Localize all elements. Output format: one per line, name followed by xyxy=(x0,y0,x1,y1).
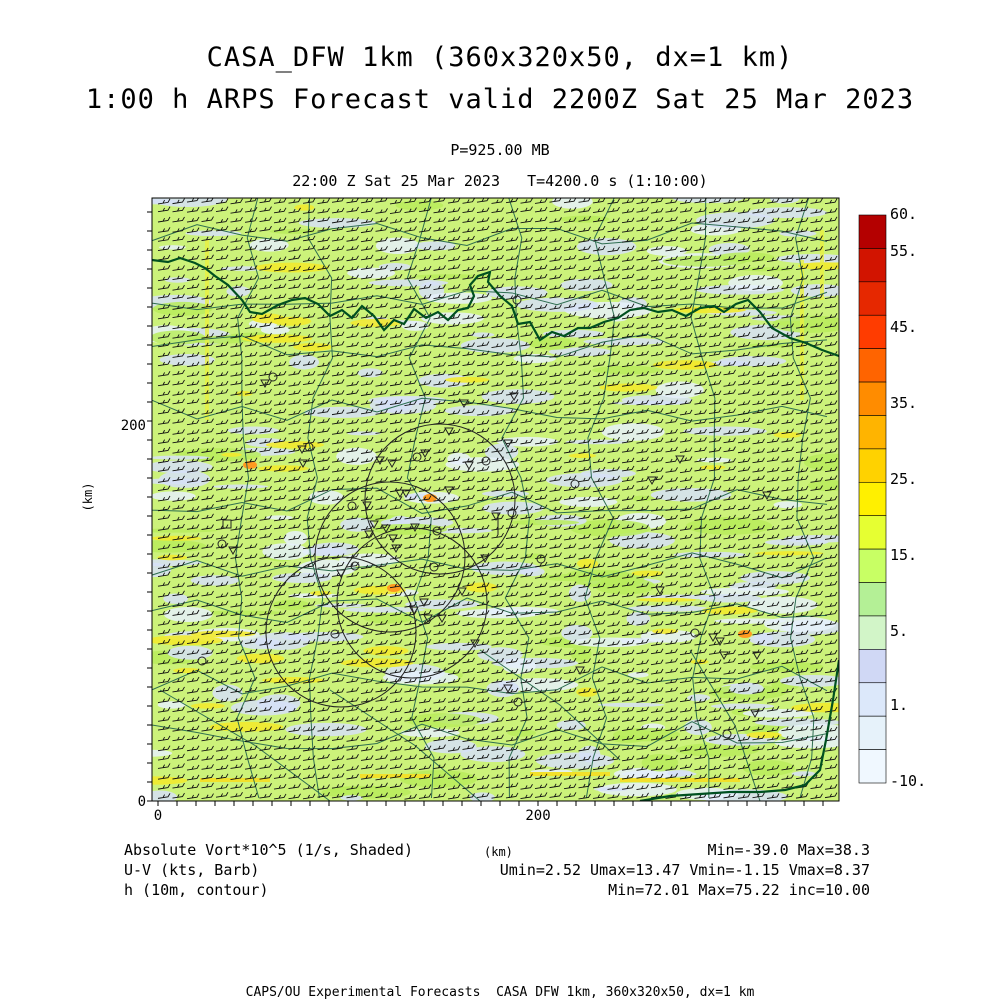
y-tick-0: 0 xyxy=(137,794,146,810)
colorbar-swatch xyxy=(859,716,886,749)
pressure-level: P=925.00 MB xyxy=(450,141,550,159)
colorbar-swatch xyxy=(859,482,886,515)
colorbar-swatch xyxy=(859,750,886,783)
legend-km: (km) xyxy=(484,845,513,859)
vorticity-patch xyxy=(213,484,269,488)
vorticity-patch xyxy=(592,366,662,375)
colorbar-label: 60. xyxy=(890,205,918,223)
colorbar-swatch xyxy=(859,382,886,415)
colorbar-swatch xyxy=(859,583,886,616)
colorbar-label: 35. xyxy=(890,394,918,412)
colorbar-label: 45. xyxy=(890,318,918,336)
colorbar-swatch xyxy=(859,415,886,448)
vorticity-high-patch xyxy=(530,772,610,776)
colorbar-swatch xyxy=(859,683,886,716)
colorbar-label: -10. xyxy=(890,772,927,790)
colorbar-label: 25. xyxy=(890,470,918,488)
vorticity-patch xyxy=(289,355,319,370)
vorticity-patch xyxy=(510,520,579,525)
vorticity-patch xyxy=(687,694,710,701)
vorticity-patch xyxy=(667,770,692,777)
colorbar-label: 55. xyxy=(890,242,918,260)
legend-vort-range: Min=-39.0 Max=38.3 xyxy=(707,841,870,859)
vorticity-patch xyxy=(143,790,177,803)
vorticity-patch xyxy=(602,423,665,441)
vorticity-patch xyxy=(254,632,310,650)
vorticity-high-patch xyxy=(221,453,242,457)
legend-height: h (10m, contour) xyxy=(124,881,269,899)
colorbar-swatch xyxy=(859,449,886,482)
vorticity-high-patch xyxy=(150,536,202,541)
vorticity-patch xyxy=(159,470,210,488)
vorticity-high-patch xyxy=(637,598,696,602)
colorbar-labels xyxy=(890,205,926,790)
colorbar-swatch xyxy=(859,516,886,549)
colorbar-swatch xyxy=(859,616,886,649)
vorticity-high-patch xyxy=(569,453,597,458)
vorticity-patch xyxy=(651,488,732,502)
colorbar-swatch xyxy=(859,282,886,315)
colorbar-label: 1. xyxy=(890,696,909,714)
colorbar-label: 5. xyxy=(890,622,909,640)
colorbar-swatch xyxy=(859,315,886,348)
colorbar-swatch xyxy=(859,248,886,281)
vorticity-patch xyxy=(656,382,704,399)
vorticity-patch xyxy=(149,191,228,207)
vorticity-max-patch xyxy=(387,584,401,592)
vorticity-patch xyxy=(792,771,816,776)
y-axis-label: (km) xyxy=(81,482,95,512)
legend-vorticity: Absolute Vort*10^5 (1/s, Shaded) xyxy=(124,841,413,859)
vorticity-patch xyxy=(426,643,491,651)
vorticity-patch xyxy=(406,713,481,727)
vorticity-patch xyxy=(482,389,555,404)
vorticity-patch xyxy=(299,218,376,228)
vorticity-high-patch xyxy=(294,204,314,210)
vorticity-patch xyxy=(717,252,775,262)
vorticity-patch xyxy=(559,497,617,507)
vorticity-high-patch xyxy=(599,383,657,391)
vorticity-patch xyxy=(567,570,629,578)
legend-wind-range: Umin=2.52 Umax=13.47 Vmin=-1.15 Vmax=8.37 xyxy=(499,861,870,879)
legend-wind: U-V (kts, Barb) xyxy=(124,861,260,879)
x-tick-0: 0 xyxy=(153,808,163,824)
colorbar-swatch xyxy=(859,349,886,382)
colorbar xyxy=(859,215,886,783)
vorticity-patch xyxy=(167,646,212,660)
colorbar-swatch xyxy=(859,549,886,582)
vorticity-patch xyxy=(130,540,207,553)
x-tick-200: 200 xyxy=(525,808,551,824)
vorticity-high-patch xyxy=(700,465,726,469)
vorticity-high-patch xyxy=(191,703,225,709)
y-tick-200: 200 xyxy=(120,418,146,434)
vorticity-patch xyxy=(481,607,559,615)
vorticity-high-patch xyxy=(445,377,489,383)
vorticity-high-patch xyxy=(791,703,859,713)
colorbar-swatch xyxy=(859,649,886,682)
legend-height-range: Min=72.01 Max=75.22 inc=10.00 xyxy=(608,881,870,899)
vorticity-patch xyxy=(151,491,196,500)
vorticity-patch xyxy=(272,573,332,583)
colorbar-label: 15. xyxy=(890,546,918,564)
vorticity-patch xyxy=(598,703,665,707)
vorticity-high-patch xyxy=(755,551,824,555)
colorbar-swatch xyxy=(859,215,886,248)
title-line-2: 1:00 h ARPS Forecast valid 2200Z Sat 25 Mar 2023 xyxy=(85,84,915,115)
title-line-1: CASA_DFW 1km (360x320x50, dx=1 km) xyxy=(206,42,794,73)
vorticity-patch xyxy=(497,437,558,447)
vorticity-patch xyxy=(487,680,520,697)
vorticity-high-patch xyxy=(237,654,285,664)
vorticity-patch xyxy=(699,594,762,602)
footer-credit: CAPS/OU Experimental Forecasts CASA DFW 1km, 360x320x50, dx=1 km xyxy=(245,985,755,1000)
valid-time: 22:00 Z Sat 25 Mar 2023 T=4200.0 s (1:10:00) xyxy=(292,172,708,190)
